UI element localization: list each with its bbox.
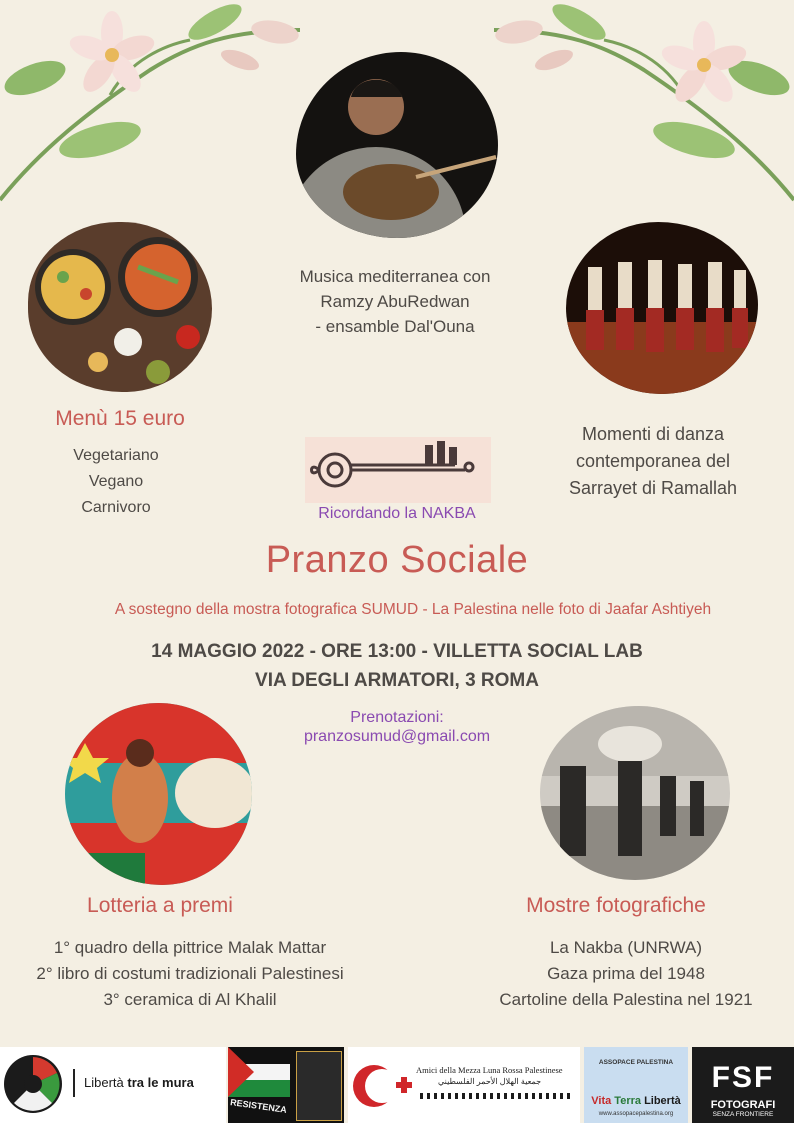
- dance-description: [540, 421, 766, 502]
- booking-label: Prenotazioni:: [350, 709, 444, 726]
- assopace-title: ASSOPACE PALESTINA: [598, 1059, 674, 1066]
- event-title: Pranzo Sociale: [265, 539, 529, 581]
- exhibit-item: La Nakba (UNRWA): [549, 938, 703, 957]
- red-crescent-name: Amici della Mezza Luna Rossa Palestinese: [416, 1065, 563, 1075]
- dance-line-3: Sarrayet di Ramallah: [568, 478, 738, 498]
- lottery-item: 1° quadro della pittrice Malak Mattar: [53, 938, 327, 957]
- dance-line-1: Momenti di danza: [581, 424, 725, 444]
- red-crescent-icon: [352, 1061, 414, 1111]
- assopace-url: www.assopacepalestina.org: [598, 1111, 674, 1117]
- assopace-motto-vita: Vita: [591, 1095, 612, 1107]
- sponsor-red-crescent: [348, 1047, 580, 1123]
- menu-item: Carnivoro: [81, 499, 151, 516]
- flower-decoration-right: [484, 0, 794, 230]
- dance-photo: [566, 222, 758, 394]
- key-image: [305, 437, 491, 503]
- historic-photo: [540, 706, 730, 880]
- liberta-text: [84, 1075, 194, 1090]
- sponsor-assopace: [584, 1047, 688, 1123]
- musician-photo: [296, 52, 498, 238]
- palestine-flag-icon: [228, 1047, 290, 1097]
- red-crescent-pattern: [420, 1093, 570, 1099]
- music-line-1: Musica mediterranea con: [299, 267, 491, 286]
- assopace-motto: [584, 1095, 688, 1107]
- event-address: VIA DEGLI ARMATORI, 3 ROMA: [255, 670, 539, 691]
- shutter-icon: [2, 1053, 64, 1115]
- assopace-motto-terra: Terra: [614, 1095, 641, 1107]
- lottery-item: 3° ceramica di Al Khalil: [103, 990, 277, 1009]
- menu-list: [20, 443, 212, 521]
- fotografi-name: FOTOGRAFI: [710, 1099, 776, 1111]
- sponsor-liberta: [0, 1047, 226, 1123]
- menu-item: Vegano: [88, 473, 144, 490]
- liberta-divider: [73, 1069, 75, 1097]
- sponsor-fotografi: [692, 1047, 794, 1123]
- fotografi-logo: FSF: [711, 1061, 775, 1094]
- liberta-word: Libertà: [84, 1075, 124, 1090]
- music-description: [240, 264, 550, 339]
- music-line-3: - ensamble Dal'Ouna: [315, 317, 475, 336]
- event-subtitle: A sostegno della mostra fotografica SUMUD - La Palestina nelle foto di Jaafar Ashtiyeh: [114, 601, 712, 618]
- flower-decoration-left: [0, 0, 310, 230]
- red-crescent-arabic: جمعية الهلال الأحمر الفلسطيني: [438, 1077, 542, 1086]
- food-photo: [28, 222, 212, 392]
- liberta-tagline: tra le mura: [127, 1075, 194, 1090]
- exhibits-title: Mostre fotografiche: [526, 894, 706, 917]
- key-caption: Ricordando la NAKBA: [318, 505, 476, 522]
- exhibit-item: Gaza prima del 1948: [547, 964, 705, 983]
- painting-photo: [65, 703, 252, 885]
- menu-item: Vegetariano: [73, 447, 159, 464]
- dance-line-2: contemporanea del: [575, 451, 731, 471]
- exhibit-item: Cartoline della Palestina nel 1921: [499, 990, 753, 1009]
- exhibits-list: [466, 935, 786, 1013]
- resistenza-text: RESISTENZA: [229, 1097, 288, 1115]
- menu-title: Menù 15 euro: [55, 407, 185, 430]
- resistenza-portrait: [296, 1051, 342, 1121]
- assopace-motto-liberta: Libertà: [644, 1095, 681, 1107]
- music-line-2: Ramzy AbuRedwan: [320, 292, 470, 311]
- lottery-item: 2° libro di costumi tradizionali Palestinesi: [36, 964, 344, 983]
- event-date: 14 MAGGIO 2022 - ORE 13:00 - VILLETTA SOCIAL LAB: [151, 641, 643, 662]
- lottery-list: [0, 935, 380, 1013]
- booking-email[interactable]: pranzosumud@gmail.com: [303, 728, 491, 745]
- sponsor-resistenza: [228, 1047, 344, 1123]
- fotografi-sub: SENZA FRONTIERE: [712, 1111, 774, 1118]
- lottery-title: Lotteria a premi: [87, 894, 233, 917]
